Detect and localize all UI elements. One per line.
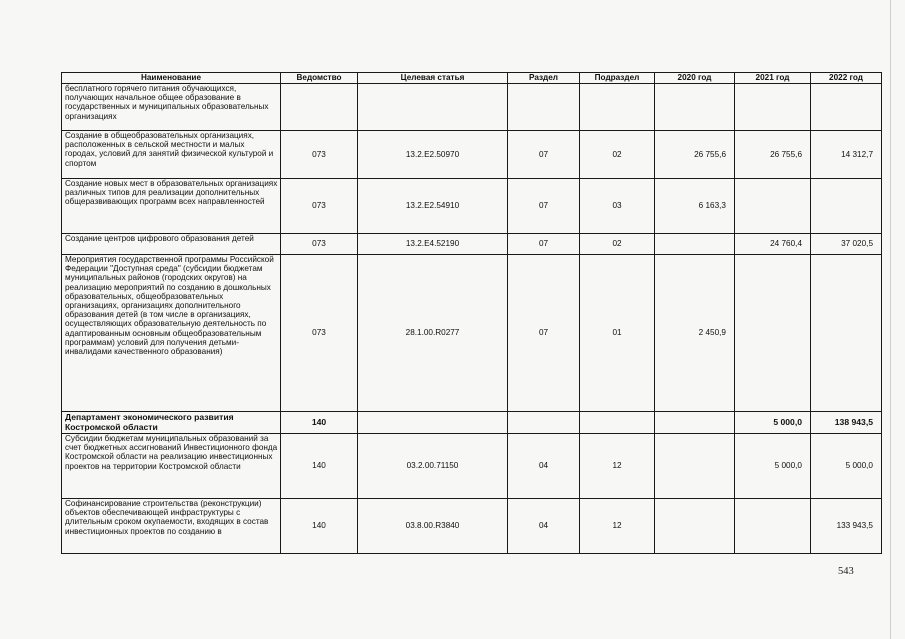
cell-2022 bbox=[811, 179, 882, 234]
cell-dept: 140 bbox=[281, 412, 358, 434]
cell-2022: 5 000,0 bbox=[811, 434, 882, 499]
cell-name: Софинансирование строительства (реконструкции) объектов обеспечивающей инфраструктуры с длительным сроком окупаемости, входящих в состав инвестиционных проектов по созданию в bbox=[62, 499, 281, 554]
table-header-row bbox=[62, 73, 882, 84]
table-row-department bbox=[62, 412, 882, 434]
cell-subsection: 02 bbox=[580, 131, 655, 179]
cell-subsection: 02 bbox=[580, 234, 655, 255]
cell-2021 bbox=[735, 179, 811, 234]
cell-2021 bbox=[735, 84, 811, 131]
cell-dept: 073 bbox=[281, 179, 358, 234]
header-subsection: Подраздел bbox=[580, 73, 655, 84]
cell-section: 04 bbox=[508, 499, 580, 554]
cell-section bbox=[508, 84, 580, 131]
cell-2022: 138 943,5 bbox=[811, 412, 882, 434]
table-row bbox=[62, 84, 882, 131]
cell-name: Создание центров цифрового образования детей bbox=[62, 234, 281, 255]
cell-name: Департамент экономического развития Костромской области bbox=[62, 412, 281, 434]
table-row bbox=[62, 234, 882, 255]
cell-article bbox=[358, 412, 508, 434]
cell-section: 07 bbox=[508, 131, 580, 179]
cell-2020 bbox=[655, 434, 735, 499]
cell-2022: 37 020,5 bbox=[811, 234, 882, 255]
cell-article: 13.2.E2.54910 bbox=[358, 179, 508, 234]
header-article: Целевая статья bbox=[358, 73, 508, 84]
table-row bbox=[62, 499, 882, 554]
cell-2022: 14 312,7 bbox=[811, 131, 882, 179]
budget-table bbox=[61, 72, 882, 554]
header-section: Раздел bbox=[508, 73, 580, 84]
cell-2021: 26 755,6 bbox=[735, 131, 811, 179]
cell-section: 07 bbox=[508, 234, 580, 255]
table-row bbox=[62, 434, 882, 499]
cell-2022 bbox=[811, 255, 882, 412]
cell-2022: 133 943,5 bbox=[811, 499, 882, 554]
cell-name: Субсидии бюджетам муниципальных образований за счет бюджетных ассигнований Инвестиционного фонда Костромской области на реализацию инвестиционных проектов на территории Костромской области bbox=[62, 434, 281, 499]
table-row bbox=[62, 255, 882, 412]
cell-article: 13.2.E4.52190 bbox=[358, 234, 508, 255]
header-2021: 2021 год bbox=[735, 73, 811, 84]
cell-subsection: 01 bbox=[580, 255, 655, 412]
page-number: 543 bbox=[838, 566, 854, 577]
cell-name: бесплатного горячего питания обучающихся, получающих начальное общее образование в государственных и муниципальных образовательных организациях bbox=[62, 84, 281, 131]
cell-2020 bbox=[655, 234, 735, 255]
cell-section: 07 bbox=[508, 255, 580, 412]
cell-dept bbox=[281, 84, 358, 131]
cell-subsection: 12 bbox=[580, 434, 655, 499]
cell-name: Создание новых мест в образовательных организациях различных типов для реализации дополнительных общеразвивающих программ всех направленностей bbox=[62, 179, 281, 234]
cell-section bbox=[508, 412, 580, 434]
cell-section: 04 bbox=[508, 434, 580, 499]
header-dept: Ведомство bbox=[281, 73, 358, 84]
cell-name: Создание в общеобразовательных организациях, расположенных в сельской местности и малых городах, условий для занятий физической культурой и спортом bbox=[62, 131, 281, 179]
cell-article: 13.2.E2.50970 bbox=[358, 131, 508, 179]
cell-2021: 24 760,4 bbox=[735, 234, 811, 255]
cell-article bbox=[358, 84, 508, 131]
cell-2020: 26 755,6 bbox=[655, 131, 735, 179]
cell-name: Мероприятия государственной программы Российской Федерации "Доступная среда" (субсидии бюджетам муниципальных районов (городских округов) на реализацию мероприятий по созданию в дошкольных образовательных, общеобразовательных организациях, организациях дополнительного образования детей (в том числе в организациях, осуществляющих образовательную деятельность по адаптированным основным общеобразовательным программам) условий для получения детьми-инвалидами качественного образования) bbox=[62, 255, 281, 412]
cell-dept: 140 bbox=[281, 499, 358, 554]
cell-subsection: 12 bbox=[580, 499, 655, 554]
cell-2021: 5 000,0 bbox=[735, 434, 811, 499]
cell-article: 28.1.00.R0277 bbox=[358, 255, 508, 412]
table-row bbox=[62, 179, 882, 234]
cell-2020: 6 163,3 bbox=[655, 179, 735, 234]
cell-2021 bbox=[735, 255, 811, 412]
cell-subsection: 03 bbox=[580, 179, 655, 234]
cell-2022 bbox=[811, 84, 882, 131]
cell-subsection bbox=[580, 84, 655, 131]
cell-2021 bbox=[735, 499, 811, 554]
cell-2021: 5 000,0 bbox=[735, 412, 811, 434]
cell-2020 bbox=[655, 499, 735, 554]
cell-2020 bbox=[655, 412, 735, 434]
cell-dept: 073 bbox=[281, 131, 358, 179]
cell-2020: 2 450,9 bbox=[655, 255, 735, 412]
cell-dept: 073 bbox=[281, 234, 358, 255]
cell-section: 07 bbox=[508, 179, 580, 234]
header-2020: 2020 год bbox=[655, 73, 735, 84]
cell-2020 bbox=[655, 84, 735, 131]
table-row bbox=[62, 131, 882, 179]
cell-dept: 140 bbox=[281, 434, 358, 499]
scan-edge-line bbox=[890, 0, 891, 639]
header-name: Наименование bbox=[62, 73, 281, 84]
cell-article: 03.8.00.R3840 bbox=[358, 499, 508, 554]
cell-dept: 073 bbox=[281, 255, 358, 412]
cell-subsection bbox=[580, 412, 655, 434]
cell-article: 03.2.00.71150 bbox=[358, 434, 508, 499]
header-2022: 2022 год bbox=[811, 73, 882, 84]
